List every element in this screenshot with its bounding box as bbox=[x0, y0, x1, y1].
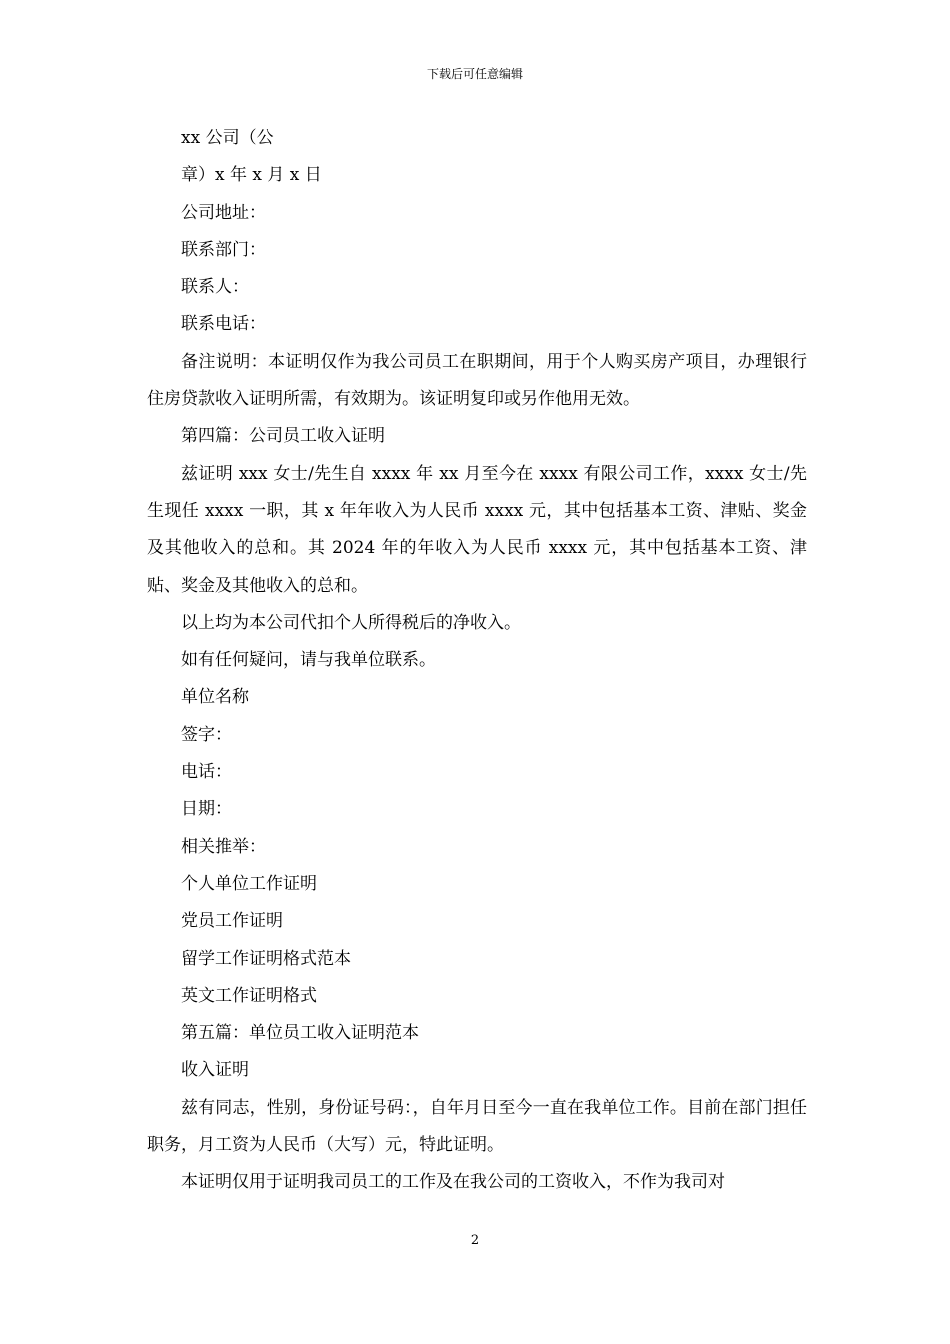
section-heading-5: 第五篇：单位员工收入证明范本 bbox=[181, 1023, 419, 1044]
related-item: 个人单位工作证明 bbox=[181, 873, 317, 894]
document-title: 收入证明 bbox=[181, 1060, 249, 1081]
related-item: 留学工作证明格式范本 bbox=[181, 948, 351, 969]
unit-name: 单位名称 bbox=[181, 687, 249, 708]
phone-field: 电话： bbox=[181, 762, 232, 783]
income-certificate-paragraph: 兹证明 xxx 女士/先生自 xxxx 年 xx 月至今在 xxxx 有限公司工作，xxxx 女士/先生现任 xxxx 一职，其 x 年年收入为人民币 xxxx 元，其中包括基本工资、津贴、奖金及其他收入的总和。其 2024 年的年收入为人民币 xxxx 元，其中包括基本工资、津贴、奖金及其他收入的总和。 bbox=[147, 463, 807, 596]
section-heading-4: 第四篇：公司员工收入证明 bbox=[181, 426, 385, 447]
page-header: 下载后可任意编辑 bbox=[426, 67, 523, 81]
contact-phone: 联系电话： bbox=[181, 314, 266, 335]
company-address: 公司地址： bbox=[181, 202, 266, 223]
contact-department: 联系部门： bbox=[181, 239, 266, 260]
date-field: 日期： bbox=[181, 799, 232, 820]
company-seal-line-2: 章）x 年 x 月 x 日 bbox=[181, 165, 322, 186]
related-recommendations-heading: 相关推举： bbox=[181, 836, 266, 857]
employee-paragraph: 兹有同志，性别，身份证号码：，自年月日至今一直在我单位工作。目前在部门担任职务，月工资为人民币（大写）元，特此证明。 bbox=[147, 1097, 807, 1156]
company-seal-line-1: xx 公司（公 bbox=[181, 128, 274, 148]
page-number: 2 bbox=[470, 1233, 480, 1248]
contact-person: 联系人： bbox=[181, 277, 249, 298]
signature-field: 签字： bbox=[181, 724, 232, 745]
related-item: 英文工作证明格式 bbox=[181, 985, 317, 1006]
contact-note: 如有任何疑问，请与我单位联系。 bbox=[181, 650, 436, 671]
remarks-paragraph: 备注说明：本证明仅作为我公司员工在职期间，用于个人购买房产项目，办理银行住房贷款收入证明所需，有效期为。该证明复印或另作他用无效。 bbox=[147, 351, 807, 410]
related-item: 党员工作证明 bbox=[181, 911, 283, 932]
document-body bbox=[147, 120, 807, 1202]
purpose-paragraph: 本证明仅用于证明我司员工的工作及在我公司的工资收入，不作为我司对 bbox=[181, 1172, 725, 1193]
net-income-note: 以上均为本公司代扣个人所得税后的净收入。 bbox=[181, 612, 521, 633]
